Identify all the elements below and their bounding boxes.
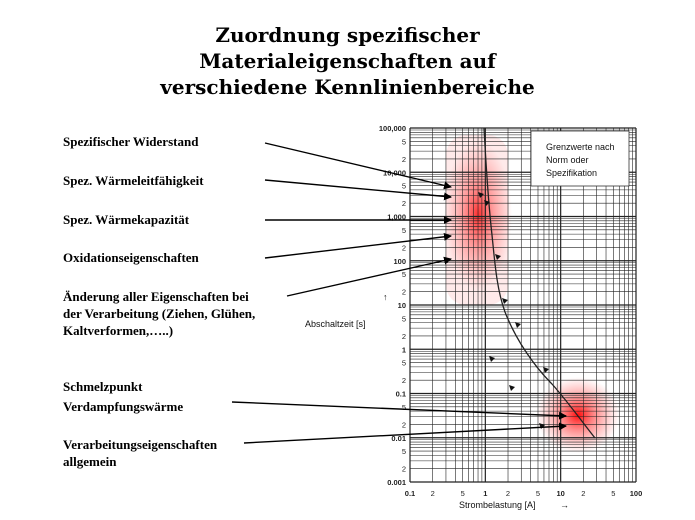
property-label-evaporation-heat: Verdampfungswärme: [63, 399, 184, 414]
y-tick-label: 2: [401, 464, 406, 474]
limit-marker: [515, 322, 521, 328]
x-tick-label: 0.1: [404, 489, 416, 498]
property-label-melting-point: Schmelzpunkt: [63, 379, 143, 394]
arrow-thermal-conductivity: [265, 180, 451, 197]
y-tick-label: 5: [401, 314, 406, 324]
x-axis-arrow: →: [560, 500, 569, 510]
limit-marker: [502, 298, 508, 304]
y-tick-label: 2: [401, 331, 406, 341]
title-line: Zuordnung spezifischer: [215, 23, 480, 47]
y-tick-label: 5: [401, 402, 406, 412]
y-tick-label: 2: [401, 199, 406, 209]
property-label-resistance: Spezifischer Widerstand: [63, 134, 199, 149]
x-tick-label: 2: [505, 489, 511, 498]
x-tick-label: 100: [629, 489, 643, 498]
y-tick-label: 5: [401, 447, 406, 457]
property-label-heat-capacity: Spez. Wärmekapazität: [63, 212, 190, 227]
property-label-processing-properties: Verarbeitungseigenschaften allgemein: [63, 437, 218, 469]
y-tick-label: 100: [393, 256, 406, 266]
x-tick-label: 2: [581, 489, 586, 498]
arrow-processing-changes: [287, 256, 451, 296]
y-tick-label: 5: [401, 358, 406, 368]
x-tick-label: 1: [483, 489, 488, 498]
legend-line: Grenzwerte nach: [546, 142, 615, 152]
limit-marker: [509, 385, 515, 391]
arrow-evaporation-heat: [232, 402, 566, 416]
x-tick-label: 5: [535, 489, 541, 498]
y-tick-label: 0.1: [395, 389, 406, 399]
property-label-thermal-conductivity: Spez. Wärmeleitfähigkeit: [63, 173, 204, 188]
legend-line: Spezifikation: [546, 168, 598, 178]
y-axis-arrow: ↑: [383, 292, 388, 302]
y-tick-label: 2: [401, 420, 406, 430]
x-axis-label: Strombelastung [A]: [459, 500, 536, 510]
title-line: Materialeigenschaften auf: [199, 49, 496, 73]
y-axis-label: Abschaltzeit [s]: [305, 319, 366, 329]
x-tick-label: 5: [460, 489, 465, 498]
y-tick-label: 2: [401, 154, 406, 164]
y-tick-label: 0.001: [387, 478, 406, 487]
y-tick-label: 1: [401, 345, 406, 355]
arrow-oxidation: [265, 236, 451, 258]
y-tick-label: 5: [401, 270, 406, 280]
legend-line: Norm oder: [546, 155, 589, 165]
title-line: verschiedene Kennlinienbereiche: [160, 75, 535, 99]
property-label-oxidation: Oxidationseigenschaften: [63, 250, 199, 265]
y-tick-label: 10: [397, 301, 406, 310]
y-tick-label: 5: [401, 225, 406, 235]
y-tick-label: 0.01: [391, 433, 406, 443]
property-label-processing-changes: Änderung aller Eigenschaften bei der Verarbeitung (Ziehen, Glühen, Kaltverformen,…..): [63, 289, 256, 338]
y-tick-label: 2: [401, 287, 406, 297]
y-tick-label: 2: [401, 243, 406, 253]
y-tick-label: 10,000: [383, 168, 406, 178]
x-tick-label: 5: [611, 489, 616, 498]
y-tick-label: 1,000: [387, 212, 406, 222]
y-tick-label: 5: [401, 181, 406, 191]
y-tick-label: 2: [401, 376, 406, 386]
y-tick-label: 100,000: [378, 124, 406, 133]
x-tick-label: 10: [556, 489, 565, 498]
y-tick-label: 5: [401, 137, 406, 147]
x-tick-label: 2: [430, 489, 435, 498]
arrow-resistance: [265, 143, 451, 187]
